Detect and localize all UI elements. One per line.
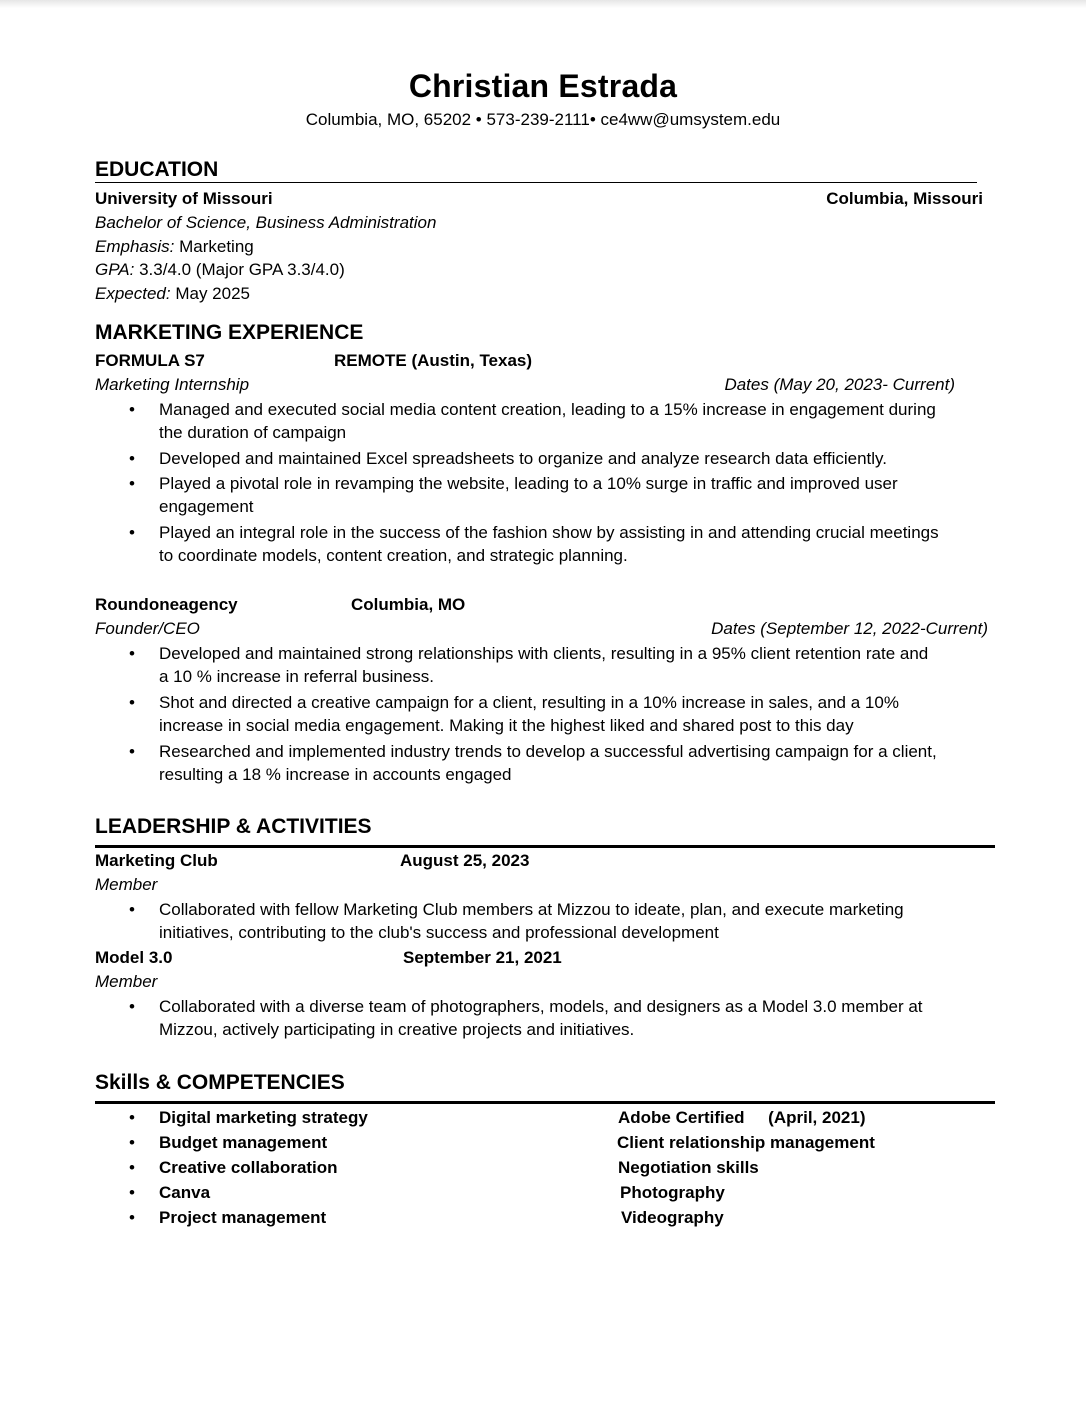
bullet-icon	[126, 1158, 138, 1178]
bullet-icon	[126, 900, 138, 920]
bullet-text	[159, 447, 887, 470]
gpa-value: 3.3/4.0 (Major GPA 3.3/4.0)	[134, 260, 345, 279]
bullet-line: Mizzou, actively participating in creative projects and initiatives.	[159, 1020, 635, 1039]
bullet-icon	[126, 1208, 138, 1228]
bullet-line: Managed and executed social media content creation, leading to a 15% increase in engagement during	[159, 400, 936, 419]
bullet-icon	[126, 997, 138, 1017]
bullet-text	[159, 642, 928, 688]
skill-item: Budget management	[159, 1133, 328, 1152]
emphasis-line	[95, 237, 254, 257]
gpa-line	[95, 260, 345, 280]
skills-heading: Skills & COMPETENCIES	[95, 1071, 345, 1094]
skill-item: Client relationship management	[617, 1133, 875, 1152]
bullet-line: Developed and maintained Excel spreadsheets to organize and analyze research data efficiently.	[159, 449, 887, 468]
expected-value: May 2025	[170, 284, 250, 303]
bullet-icon	[126, 1108, 138, 1128]
bullet-line: Played a pivotal role in revamping the website, leading to a 10% surge in traffic and improved user	[159, 474, 898, 493]
bullet-line: Played an integral role in the success of the fashion show by assisting in and attending crucial meetings	[159, 523, 939, 542]
skill-item: Adobe Certified (April, 2021)	[618, 1108, 866, 1127]
job-location: REMOTE (Austin, Texas)	[334, 351, 533, 370]
skills-rule	[95, 1101, 995, 1104]
job-role: Marketing Internship	[95, 375, 250, 394]
bullet-icon	[126, 742, 138, 762]
bullet-line: initiatives, contributing to the club's success and professional development	[159, 923, 719, 942]
emphasis-value: Marketing	[174, 237, 254, 256]
skill-item: Digital marketing strategy	[159, 1108, 368, 1127]
resume-name: Christian Estrada	[408, 68, 678, 104]
skill-item: Videography	[621, 1208, 724, 1227]
job-company: Roundoneagency	[95, 595, 238, 614]
bullet-line: Researched and implemented industry trends to develop a successful advertising campaign for a client,	[159, 742, 937, 761]
bullet-line: Collaborated with a diverse team of photographers, models, and designers as a Model 3.0 member at	[159, 997, 923, 1016]
activity-role: Member	[95, 875, 158, 894]
activity-date: September 21, 2021	[403, 948, 562, 967]
bullet-line: increase in social media engagement. Making it the highest liked and shared post to this day	[159, 716, 854, 735]
bullet-icon	[126, 1133, 138, 1153]
job-role: Founder/CEO	[95, 619, 200, 638]
experience-heading: MARKETING EXPERIENCE	[95, 321, 364, 344]
bullet-line: resulting a 18 % increase in accounts engaged	[159, 765, 512, 784]
bullet-icon	[126, 400, 138, 420]
bullet-line: Shot and directed a creative campaign for a client, resulting in a 10% increase in sales, and a 10%	[159, 693, 899, 712]
expected-label: Expected:	[95, 284, 171, 303]
bullet-icon	[126, 1183, 138, 1203]
bullet-text	[159, 691, 899, 737]
job-dates: Dates (May 20, 2023- Current)	[724, 375, 955, 394]
education-rule	[95, 182, 977, 183]
school-name: University of Missouri	[95, 189, 273, 208]
school-location: Columbia, Missouri	[826, 189, 983, 208]
emphasis-label: Emphasis:	[95, 237, 175, 256]
bullet-text	[159, 398, 936, 444]
activity-date: August 25, 2023	[400, 851, 530, 870]
bullet-text	[159, 472, 898, 518]
expected-line	[95, 284, 250, 304]
job-company: FORMULA S7	[95, 351, 205, 370]
bullet-text	[159, 898, 904, 944]
degree: Bachelor of Science, Business Administration	[95, 213, 437, 232]
bullet-text	[159, 740, 937, 786]
gpa-label: GPA:	[95, 260, 135, 279]
job-location: Columbia, MO	[351, 595, 466, 614]
skill-item: Photography	[620, 1183, 725, 1202]
bullet-line: to coordinate models, content creation, and strategic planning.	[159, 546, 628, 565]
activity-org: Model 3.0	[95, 948, 173, 967]
contact-line: Columbia, MO, 65202 • 573-239-2111• ce4ww@umsystem.edu	[305, 110, 781, 129]
bullet-line: Developed and maintained strong relationships with clients, resulting in a 95% client retention rate and	[159, 644, 929, 663]
bullet-icon	[126, 693, 138, 713]
activity-role: Member	[95, 972, 158, 991]
job-dates: Dates (September 12, 2022-Current)	[711, 619, 988, 638]
bullet-icon	[126, 644, 138, 664]
bullet-text	[159, 521, 939, 567]
leadership-heading: LEADERSHIP & ACTIVITIES	[95, 815, 372, 838]
skill-item: Negotiation skills	[618, 1158, 759, 1177]
skill-item: Creative collaboration	[159, 1158, 338, 1177]
skill-item: Canva	[159, 1183, 211, 1202]
bullet-line: a 10 % increase in referral business.	[159, 667, 434, 686]
bullet-line: the duration of campaign	[159, 423, 347, 442]
skill-item: Project management	[159, 1208, 327, 1227]
activity-org: Marketing Club	[95, 851, 218, 870]
bullet-line: engagement	[159, 497, 254, 516]
bullet-icon	[126, 474, 138, 494]
leadership-rule	[95, 845, 995, 848]
page-top-shadow	[0, 0, 1086, 8]
bullet-icon	[126, 523, 138, 543]
bullet-line: Collaborated with fellow Marketing Club members at Mizzou to ideate, plan, and execute marketing	[159, 900, 904, 919]
bullet-text	[159, 995, 923, 1041]
education-heading: EDUCATION	[95, 158, 219, 181]
bullet-icon	[126, 449, 138, 469]
